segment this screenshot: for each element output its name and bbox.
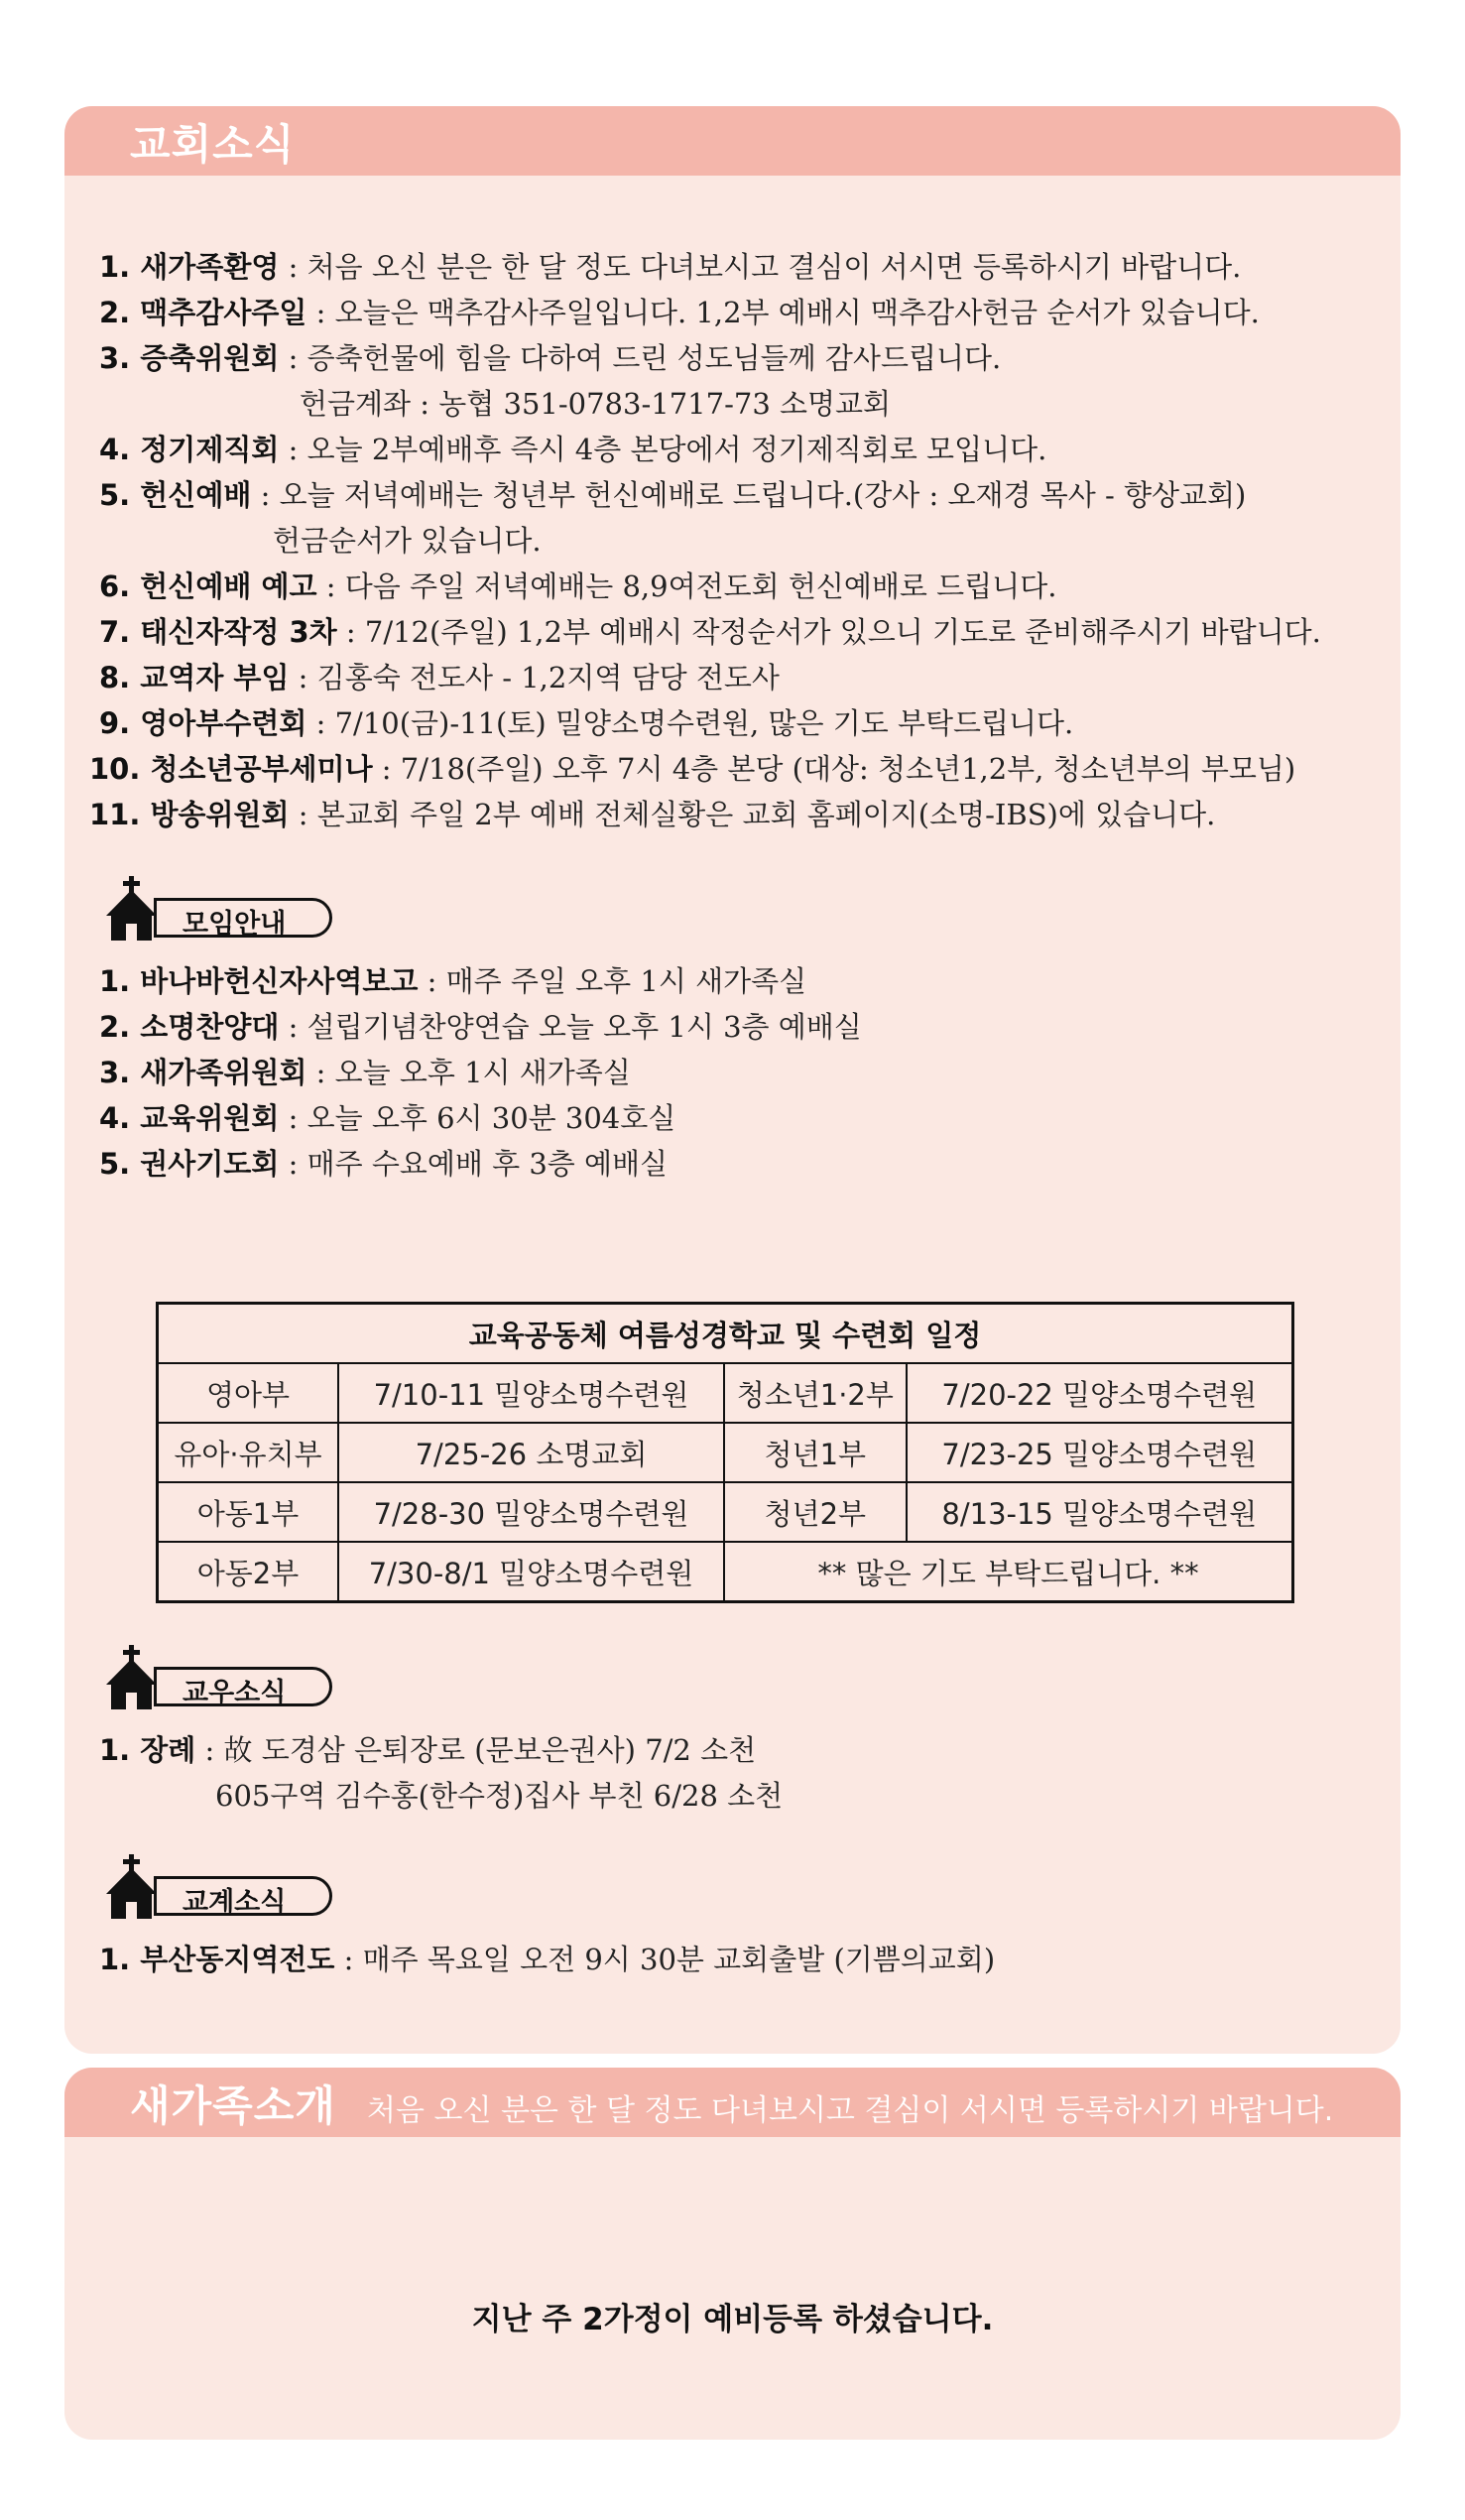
table-row — [158, 1542, 1293, 1602]
schedule-title: 교육공동체 여름성경학교 및 수련회 일정 — [158, 1304, 1293, 1364]
meeting-item: 1. 바나바헌신자사역보고 : 매주 주일 오후 1시 새가족실 — [99, 964, 807, 998]
news-item: 10. 청소년공부세미나 : 7/18(주일) 오후 7시 4층 본당 (대상: 청소년1,2부, 청소년부의 부모님) — [89, 752, 1296, 786]
table-row — [158, 1482, 1293, 1542]
table-cell: 7/30-8/1 밀양소명수련원 — [338, 1542, 724, 1602]
table-row — [158, 1363, 1293, 1423]
table-cell: 7/28-30 밀양소명수련원 — [338, 1482, 724, 1542]
news-item: 1. 새가족환영 : 처음 오신 분은 한 달 정도 다녀보시고 결심이 서시면 등록하시기 바랍니다. — [99, 250, 1242, 284]
table-cell: 7/25-26 소명교회 — [338, 1423, 724, 1482]
news-item: 3. 증축위원회 : 증축헌물에 힘을 다하여 드린 성도님들께 감사드립니다. — [99, 341, 1002, 375]
church-icon — [104, 1854, 160, 1920]
table-cell: 7/20-22 밀양소명수련원 — [907, 1363, 1293, 1423]
meetings-section-header — [104, 876, 342, 942]
news-item: 7. 태신자작정 3차 : 7/12(주일) 1,2부 예배시 작정순서가 있으니 기도로 준비해주시기 바랍니다. — [99, 615, 1321, 649]
newcomers-header — [64, 2068, 1401, 2137]
table-cell: 청년1부 — [724, 1423, 907, 1482]
news-item: 6. 헌신예배 예고 : 다음 주일 저녁예배는 8,9여전도회 헌신예배로 드립니다. — [99, 569, 1057, 603]
newcomers-panel — [64, 2068, 1401, 2440]
table-cell: 8/13-15 밀양소명수련원 — [907, 1482, 1293, 1542]
newcomers-title: 새가족소개 — [130, 2081, 336, 2130]
church-icon — [104, 876, 160, 942]
church-news-panel — [64, 106, 1401, 2054]
news-item: 5. 헌신예배 : 오늘 저녁예배는 청년부 헌신예배로 드립니다.(강사 : 오재경 목사 - 향상교회) — [99, 478, 1247, 512]
prayer-note: ** 많은 기도 부탁드립니다. ** — [724, 1542, 1293, 1602]
newcomers-notice: 지난 주 2가정이 예비등록 하셨습니다. — [471, 2302, 994, 2337]
churches-section-header — [104, 1854, 342, 1920]
table-cell: 청년2부 — [724, 1482, 907, 1542]
news-item: 8. 교역자 부임 : 김홍숙 전도사 - 1,2지역 담당 전도사 — [99, 661, 780, 694]
offering-line: 헌금순서가 있습니다. — [273, 524, 542, 558]
table-cell: 청소년1·2부 — [724, 1363, 907, 1423]
newcomers-subtitle: 처음 오신 분은 한 달 정도 다녀보시고 결심이 서시면 등록하시기 바랍니다. — [367, 2093, 1334, 2128]
funeral-item: 1. 장례 : 故 도경삼 은퇴장로 (문보은권사) 7/2 소천 — [99, 1733, 757, 1767]
church-news-header — [64, 106, 1401, 176]
church-news-title: 교회소식 — [130, 120, 296, 169]
table-cell: 아동2부 — [158, 1542, 338, 1602]
churches-item: 1. 부산동지역전도 : 매주 목요일 오전 9시 30분 교회출발 (기쁨의교회) — [99, 1943, 996, 1976]
news-item: 9. 영아부수련회 : 7/10(금)-11(토) 밀양소명수련원, 많은 기도 부탁드립니다. — [99, 706, 1074, 740]
news-item: 2. 맥추감사주일 : 오늘은 맥추감사주일입니다. 1,2부 예배시 맥추감사헌금 순서가 있습니다. — [99, 296, 1260, 329]
members-badge: 교우소식 — [154, 1667, 332, 1706]
schedule-table — [156, 1302, 1294, 1603]
meeting-item: 2. 소명찬양대 : 설립기념찬양연습 오늘 오후 1시 3층 예배실 — [99, 1010, 862, 1044]
funeral-line-2: 605구역 김수홍(한수정)집사 부친 6/28 소천 — [215, 1779, 784, 1813]
table-row — [158, 1423, 1293, 1482]
table-cell: 영아부 — [158, 1363, 338, 1423]
table-cell: 유아·유치부 — [158, 1423, 338, 1482]
table-cell: 아동1부 — [158, 1482, 338, 1542]
meeting-item: 4. 교육위원회 : 오늘 오후 6시 30분 304호실 — [99, 1101, 676, 1135]
news-item: 11. 방송위원회 : 본교회 주일 2부 예배 전체실황은 교회 홈페이지(소명-IBS)에 있습니다. — [89, 798, 1216, 831]
church-icon — [104, 1645, 160, 1710]
churches-badge: 교계소식 — [154, 1876, 332, 1916]
table-cell: 7/10-11 밀양소명수련원 — [338, 1363, 724, 1423]
account-line: 헌금계좌 : 농협 351-0783-1717-73 소명교회 — [300, 387, 892, 421]
table-cell: 7/23-25 밀양소명수련원 — [907, 1423, 1293, 1482]
members-section-header — [104, 1645, 342, 1710]
meeting-item: 5. 권사기도회 : 매주 수요예배 후 3층 예배실 — [99, 1147, 669, 1181]
news-item: 4. 정기제직회 : 오늘 2부예배후 즉시 4층 본당에서 정기제직회로 모입니다. — [99, 433, 1047, 466]
meeting-item: 3. 새가족위원회 : 오늘 오후 1시 새가족실 — [99, 1056, 631, 1089]
meetings-badge: 모임안내 — [154, 898, 332, 938]
